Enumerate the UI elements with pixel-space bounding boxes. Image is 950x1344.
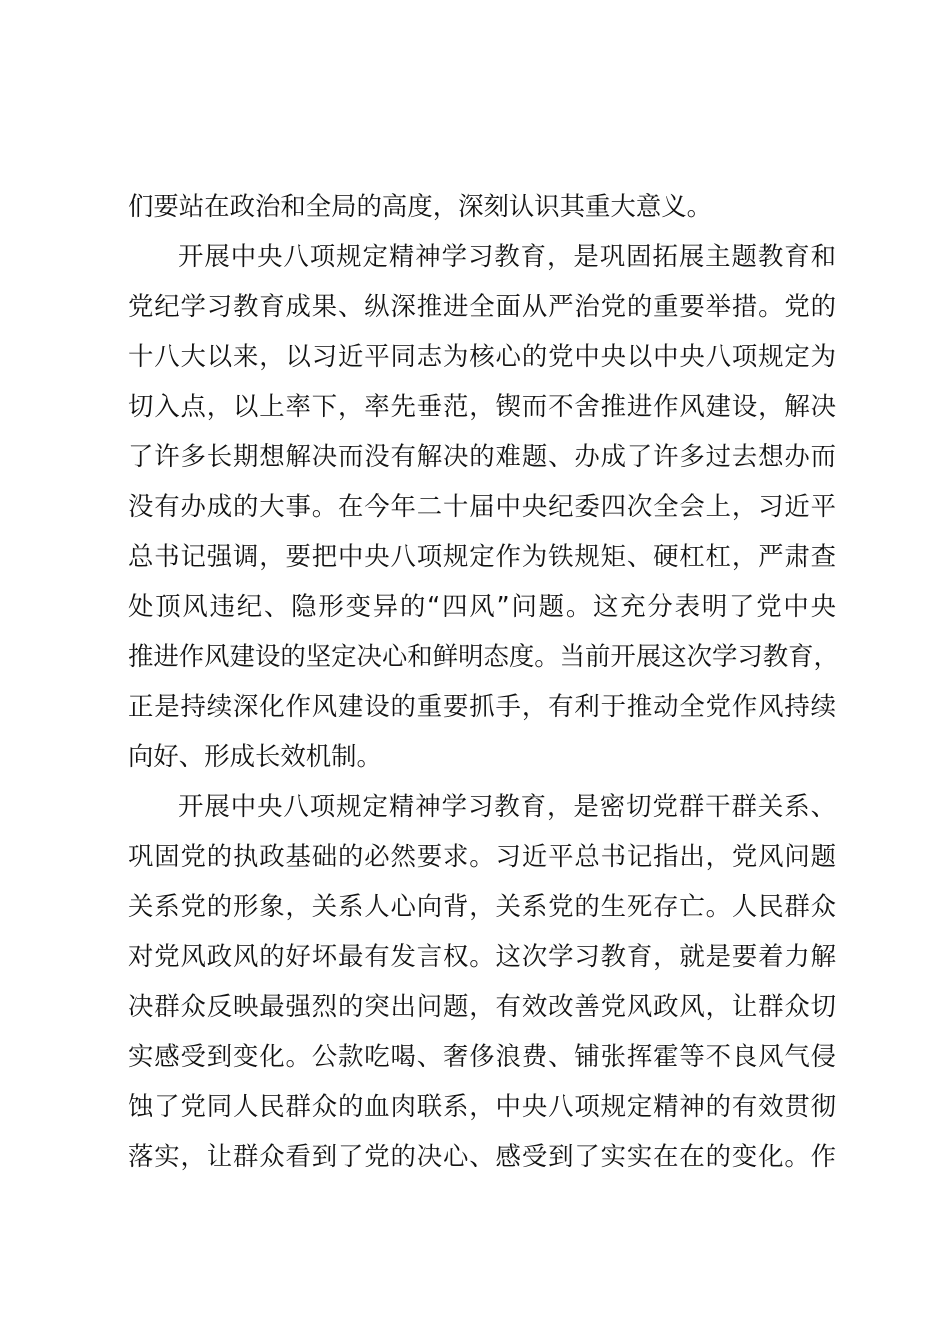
text-line-14: 巩固党的执政基础的必然要求。习近平总书记指出，党风问题 xyxy=(128,841,836,871)
text-line-1: 们要站在政治和全局的高度，深刻认识其重大意义。 xyxy=(128,191,712,221)
text-line-10: 推进作风建设的坚定决心和鲜明态度。当前开展这次学习教育， xyxy=(128,641,839,671)
text-line-7: 没有办成的大事。在今年二十届中央纪委四次全会上，习近平 xyxy=(128,491,836,521)
text-line-20: 落实，让群众看到了党的决心、感受到了实实在在的变化。作 xyxy=(128,1141,836,1171)
text-line-2: 开展中央八项规定精神学习教育，是巩固拓展主题教育和 xyxy=(178,241,836,271)
text-line-9: 处顶风违纪、隐形变异的“四风”问题。这充分表明了党中央 xyxy=(128,591,836,621)
text-line-5: 切入点，以上率下，率先垂范，锲而不舍推进作风建设，解决 xyxy=(128,391,836,421)
text-line-15: 关系党的形象，关系人心向背，关系党的生死存亡。人民群众 xyxy=(128,891,836,921)
text-line-17: 决群众反映最强烈的突出问题，有效改善党风政风，让群众切 xyxy=(128,991,836,1021)
text-line-19: 蚀了党同人民群众的血肉联系，中央八项规定精神的有效贯彻 xyxy=(128,1091,836,1121)
text-line-6: 了许多长期想解决而没有解决的难题、办成了许多过去想办而 xyxy=(128,441,836,471)
text-line-4: 十八大以来，以习近平同志为核心的党中央以中央八项规定为 xyxy=(128,341,836,371)
text-line-11: 正是持续深化作风建设的重要抓手，有利于推动全党作风持续 xyxy=(128,691,836,721)
text-line-12: 向好、形成长效机制。 xyxy=(128,741,382,771)
text-line-18: 实感受到变化。公款吃喝、奢侈浪费、铺张挥霍等不良风气侵 xyxy=(128,1041,836,1071)
text-line-3: 党纪学习教育成果、纵深推进全面从严治党的重要举措。党的 xyxy=(128,291,836,321)
text-line-8: 总书记强调，要把中央八项规定作为铁规矩、硬杠杠，严肃查 xyxy=(128,541,836,571)
text-line-16: 对党风政风的好坏最有发言权。这次学习教育，就是要着力解 xyxy=(128,941,836,971)
text-line-13: 开展中央八项规定精神学习教育，是密切党群干群关系、 xyxy=(178,791,836,821)
